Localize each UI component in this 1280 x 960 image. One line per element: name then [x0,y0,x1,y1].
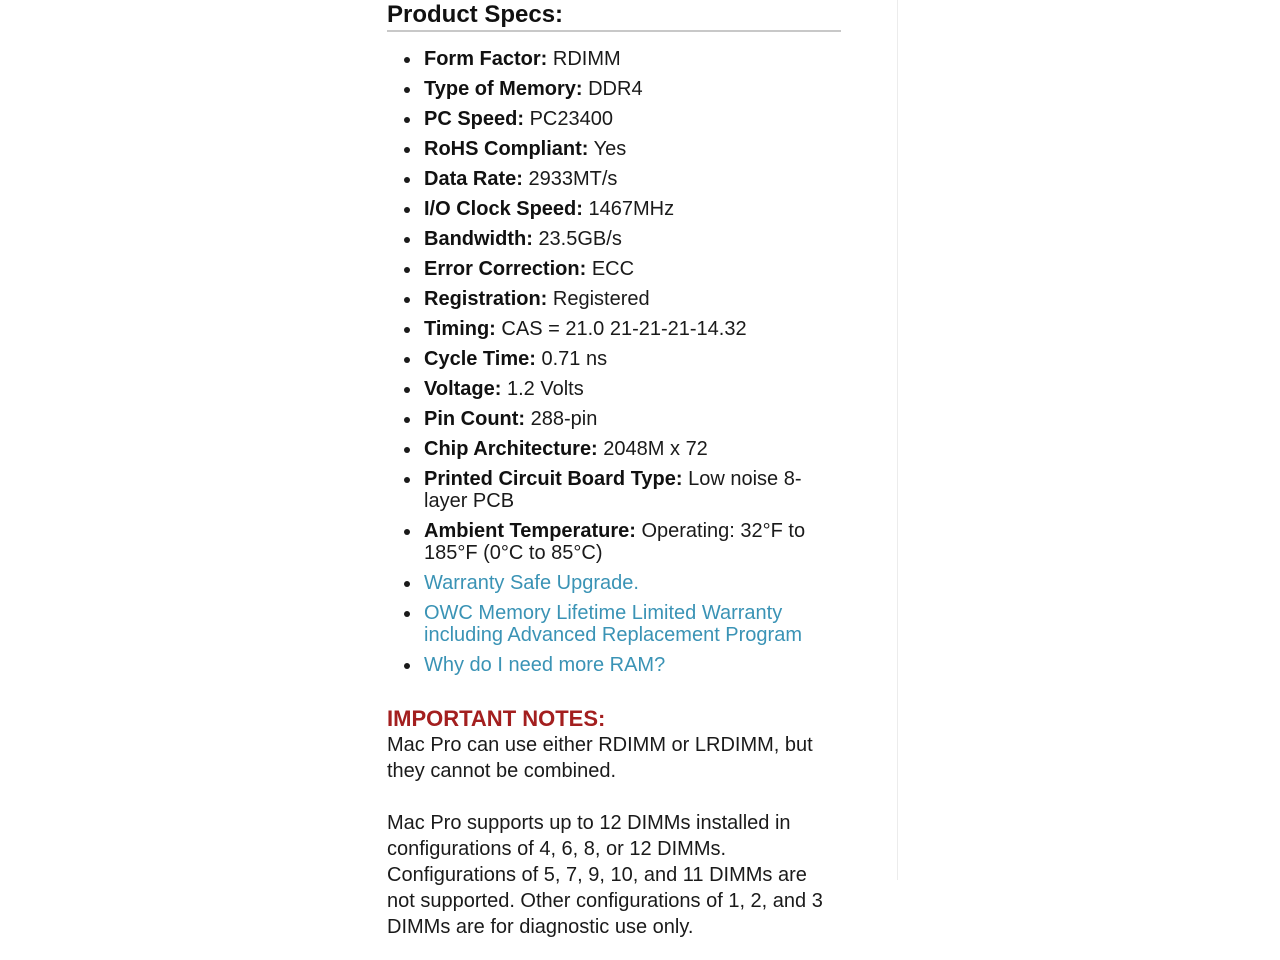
spec-label: Pin Count: [424,408,526,430]
spec-value: 0.71 ns [541,348,608,370]
spec-value: CAS = 21.0 21-21-21-14.32 [501,318,747,340]
spec-label: Timing: [424,318,496,340]
spec-label: Printed Circuit Board Type: [424,468,683,490]
spec-item [424,78,824,100]
spec-item [424,228,824,250]
spec-item [424,438,824,460]
info-link[interactable]: OWC Memory Lifetime Limited Warranty including Advanced Replacement Program [424,602,802,646]
spec-value: 288-pin [530,408,598,430]
section-heading: Product Specs: [387,0,841,32]
spec-label: Voltage: [424,378,502,400]
column-divider [897,0,898,880]
spec-label: RoHS Compliant: [424,138,589,160]
link-item [424,654,824,676]
spec-value: Registered [552,288,650,310]
spec-label: Chip Architecture: [424,438,598,460]
spec-item [424,520,824,564]
spec-value: ECC [591,258,635,280]
spec-item [424,468,824,512]
spec-item [424,348,824,370]
spec-value: 23.5GB/s [538,228,622,250]
spec-value: DDR4 [588,78,643,100]
spec-value: 1.2 Volts [506,378,584,400]
spec-item [424,378,824,400]
spec-value: Low noise 8-layer PCB [424,468,802,512]
link-item [424,602,824,646]
spec-label: Registration: [424,288,548,310]
info-link[interactable]: Warranty Safe Upgrade. [424,572,639,594]
spec-value: PC23400 [529,108,613,130]
note-paragraph: Mac Pro supports up to 12 DIMMs installed in configurations of 4, 6, 8, or 12 DIMMs. Configurations of 5, 7, 9, 10, and 11 DIMMs are not supported. Other configurations of 1, 2, and 3 DIMMs are for diagnostic use only. [387,812,823,938]
spec-value: Operating: 32°F to 185°F (0°C to 85°C) [424,520,806,564]
spec-value: 2933MT/s [528,168,618,190]
spec-label: Cycle Time: [424,348,536,370]
important-notes-title: IMPORTANT NOTES: [387,706,606,731]
spec-label: Bandwidth: [424,228,533,250]
spec-value: RDIMM [552,48,621,70]
spec-label: Error Correction: [424,258,587,280]
spec-item [424,288,824,310]
note-paragraph: Mac Pro can use either RDIMM or LRDIMM, but they cannot be combined. [387,734,813,782]
spec-label: I/O Clock Speed: [424,198,583,220]
product-specs-section [387,0,841,940]
spec-item [424,48,824,70]
spec-item [424,168,824,190]
spec-label: Ambient Temperature: [424,520,636,542]
spec-label: PC Speed: [424,108,525,130]
spec-value: 2048M x 72 [603,438,708,460]
spec-value: 1467MHz [588,198,675,220]
link-item [424,572,824,594]
spec-label: Data Rate: [424,168,523,190]
spec-list [387,48,841,676]
spec-item [424,138,824,160]
spec-item [424,408,824,430]
spec-label: Form Factor: [424,48,548,70]
info-link[interactable]: Why do I need more RAM? [424,654,666,676]
spec-value: Yes [593,138,627,160]
spec-label: Type of Memory: [424,78,583,100]
spec-item [424,258,824,280]
spec-item [424,318,824,340]
spec-item [424,108,824,130]
spec-item [424,198,824,220]
